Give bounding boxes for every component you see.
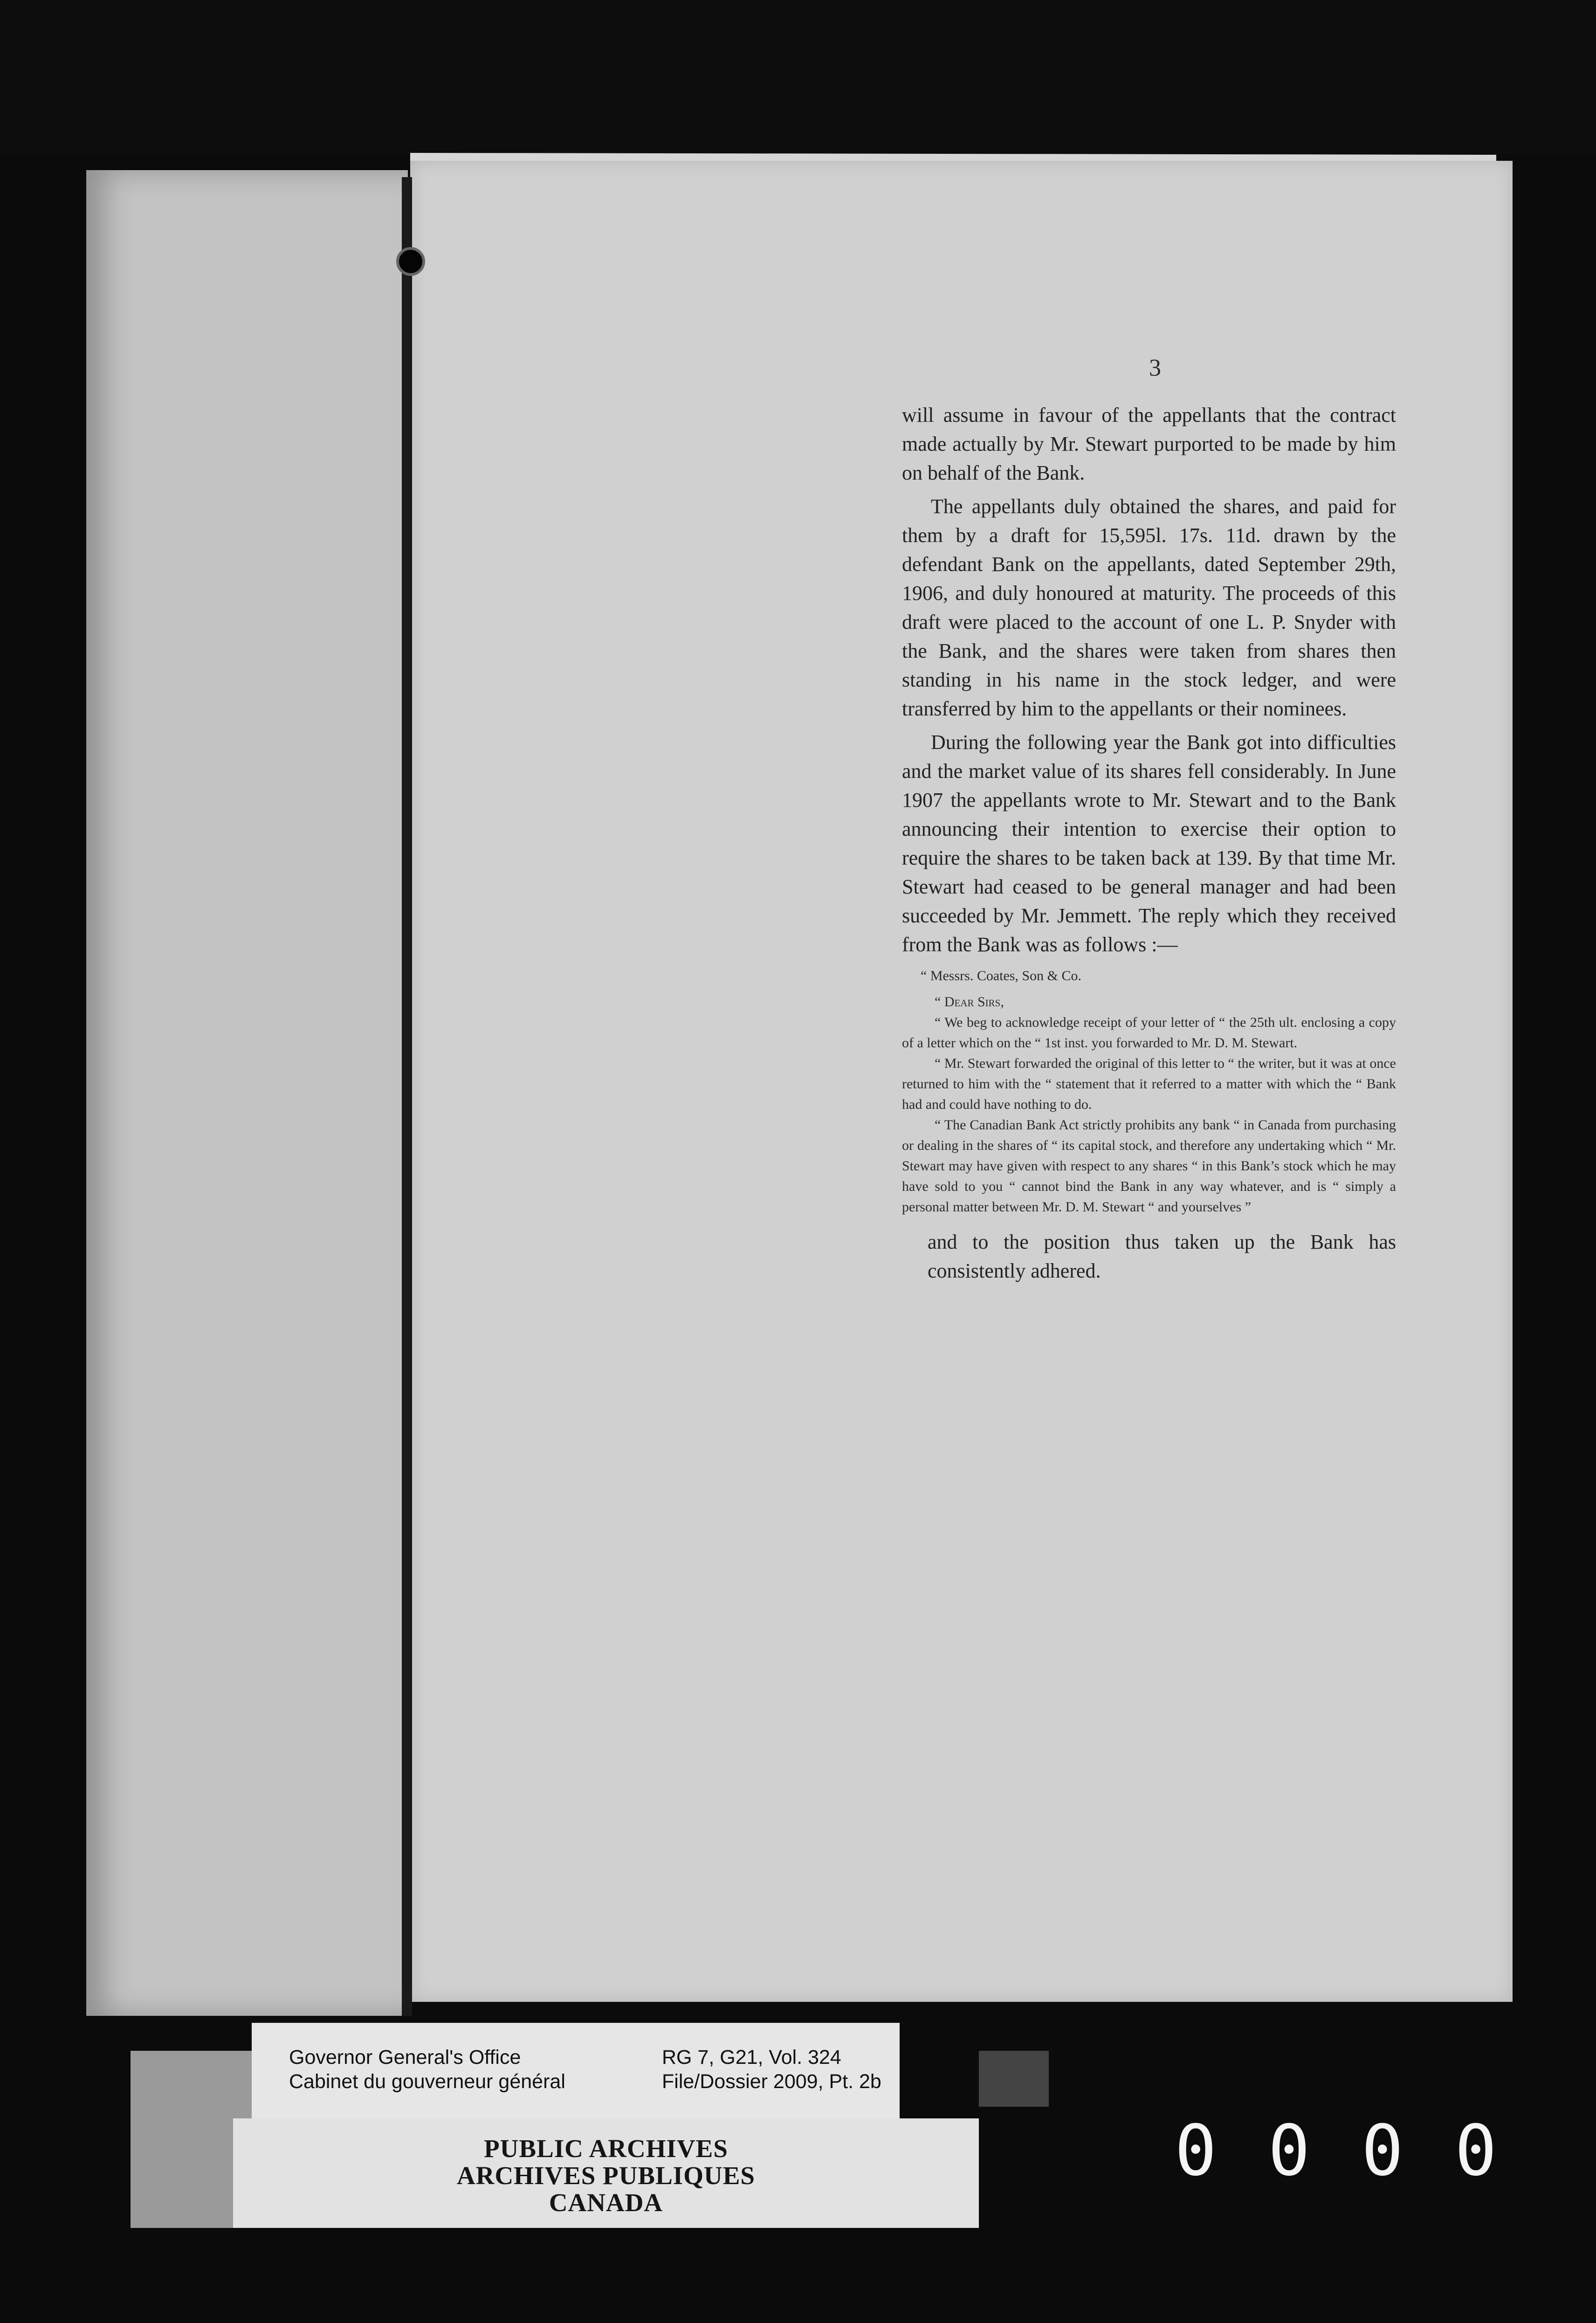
stamp-line-2: ARCHIVES PUBLIQUES (457, 2161, 755, 2190)
office-name-fr: Cabinet du gouverneur général (289, 2070, 565, 2093)
letter-paragraph-2: “ Mr. Stewart forwarded the original of this letter to “ the writer, but it was at once returned to him with the “ statement that it referred to a matter with which the “ Bank had and could have nothing to do. (902, 1056, 1396, 1112)
archive-reference-label (252, 2023, 900, 2121)
punch-hole (396, 247, 425, 276)
left-page (86, 170, 408, 2016)
letter-paragraph-3: “ The Canadian Bank Act strictly prohibits any bank “ in Canada from purchasing or dealing in the shares of “ its capital stock, and therefore any undertaking which “ Mr. Stewart may have given with respect to any shares “ in this Bank’s stock which he may have sold to you “ cannot bind the Bank in any way whatever, and is “ simply a personal matter between Mr. D. M. Stewart “ and yourselves ” (902, 1117, 1396, 1215)
quoted-letter (902, 966, 1396, 1217)
frame-digit: 0 (1175, 2110, 1217, 2192)
letter-addressee: “ Messrs. Coates, Son & Co. (921, 968, 1081, 983)
office-name-en: Governor General's Office (289, 2046, 521, 2069)
reference-file: File/Dossier 2009, Pt. 2b (662, 2070, 881, 2093)
frame-digit: 0 (1454, 2110, 1497, 2192)
page-number: 3 (1149, 355, 1161, 381)
film-frame-top (0, 0, 1596, 154)
letter-salutation: “ Dear Sirs, (935, 994, 1004, 1010)
frame-counter (1175, 2110, 1548, 2192)
frame-digit: 0 (1361, 2110, 1403, 2192)
binding-edge (402, 177, 412, 2016)
frame-digit: 0 (1268, 2110, 1310, 2192)
paragraph-2: The appellants duly obtained the shares, and paid for them by a draft for 15,595l. 17s. 11d. drawn by the defendant Bank on the appellants, dated September 29th, 1906, and duly honoured at maturity. The proceeds of this draft were placed to the account of one L. P. Snyder with the Bank, and the shares were taken from shares then standing in his name in the stock ledger, and were transferred by him to the appellants or their nominees. (902, 495, 1396, 720)
letter-paragraph-1: “ We beg to acknowledge receipt of your letter of “ the 25th ult. enclosing a copy of a letter which on the “ 1st inst. you forwarded to Mr. D. M. Stewart. (902, 1015, 1396, 1051)
stamp-line-3: CANADA (549, 2188, 663, 2217)
paragraph-1: will assume in favour of the appellants that the contract made actually by Mr. Stewart purported to be made by him on behalf of the Bank. (902, 404, 1396, 484)
document-text (902, 401, 1396, 1285)
reference-volume: RG 7, G21, Vol. 324 (662, 2046, 841, 2069)
label-backing-strip-right (979, 2051, 1049, 2107)
paragraph-3: During the following year the Bank got into difficulties and the market value of its shares fell considerably. In June 1907 the appellants wrote to Mr. Stewart and to the Bank announcing their intention to exercise their option to require the shares to be taken back at 139. By that time Mr. Stewart had ceased to be general manager and had been succeeded by Mr. Jemmett. The reply which they received from the Bank was as follows :— (902, 731, 1396, 956)
file-reference (662, 2045, 881, 2094)
stamp-line-1: PUBLIC ARCHIVES (484, 2134, 728, 2163)
office-name (289, 2045, 565, 2094)
archives-stamp (233, 2118, 979, 2228)
closing-paragraph: and to the position thus taken up the Bank has consistently adhered. (928, 1230, 1396, 1282)
